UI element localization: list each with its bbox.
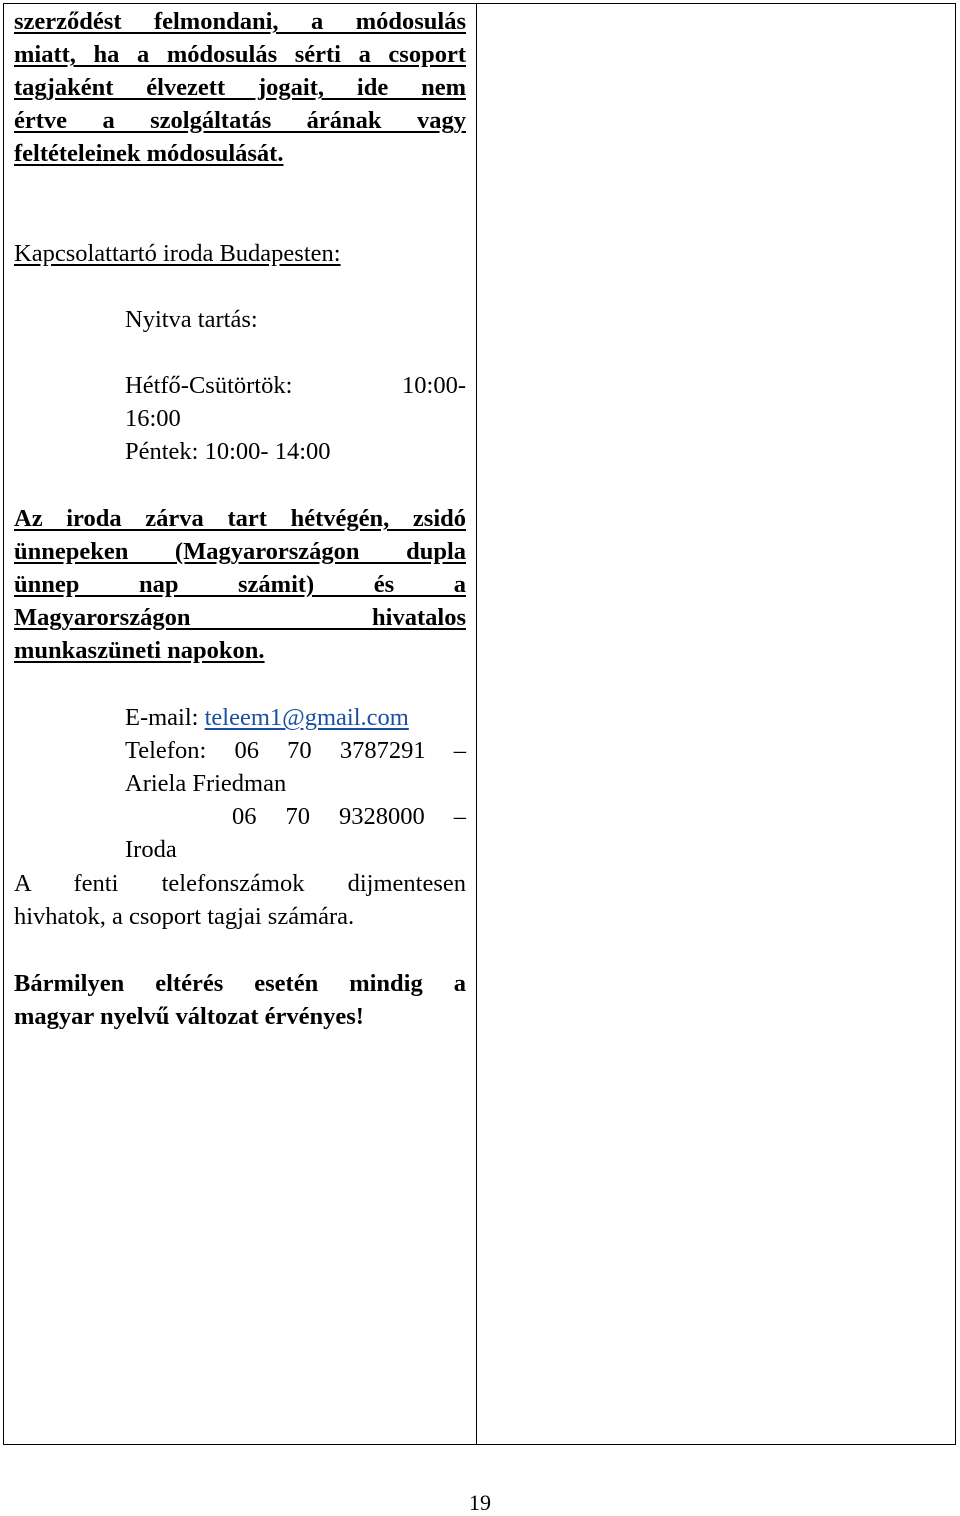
phone-line: Telefon: 06 70 3787291 –: [125, 737, 466, 764]
weekdays-start: 10:00-: [402, 372, 466, 399]
closed-note-line: munkaszüneti napokon.: [14, 637, 265, 664]
para1-line: miatt, ha a módosulás sérti a csoport: [14, 41, 466, 68]
friday-hours: Péntek: 10:00- 14:00: [125, 438, 331, 465]
email-label: E-mail:: [125, 704, 199, 731]
closed-note-line: Az iroda zárva tart hétvégén, zsidó: [14, 505, 466, 532]
disclaimer-line: Bármilyen eltérés esetén mindig a: [14, 970, 466, 997]
office-heading: Kapcsolattartó iroda Budapesten:: [14, 240, 341, 267]
disclaimer-line: magyar nyelvű változat érvényes!: [14, 1003, 364, 1030]
phone-name: Iroda: [125, 836, 177, 863]
weekdays-end: 16:00: [125, 405, 181, 432]
email-line: [125, 701, 466, 734]
para1-line: tagjaként élvezett jogait, ide nem: [14, 74, 466, 101]
phone-name: Ariela Friedman: [125, 770, 287, 797]
email-link[interactable]: teleem1@gmail.com: [204, 704, 409, 731]
closed-note-line: Magyarországon hivatalos: [14, 604, 466, 631]
closed-note-line: ünnep nap számit) és a: [14, 571, 466, 598]
free-call-line: hivhatok, a csoport tagjai számára.: [14, 903, 355, 930]
weekdays-label: Hétfő-Csütörtök:: [125, 372, 293, 399]
opening-label: Nyitva tartás:: [125, 306, 258, 333]
para1-line: értve a szolgáltatás árának vagy: [14, 107, 466, 134]
column-divider: [476, 3, 477, 1445]
closed-note-line: ünnepeken (Magyarországon dupla: [14, 538, 466, 565]
phone-line: 06 70 9328000 –: [232, 803, 466, 830]
weekday-hours: [125, 369, 466, 402]
page-number: 19: [469, 1490, 491, 1515]
para1-line: szerződést felmondani, a módosulás: [14, 8, 466, 35]
para1-line: feltételeinek módosulását.: [14, 140, 284, 167]
free-call-line: A fenti telefonszámok dijmentesen: [14, 870, 466, 897]
